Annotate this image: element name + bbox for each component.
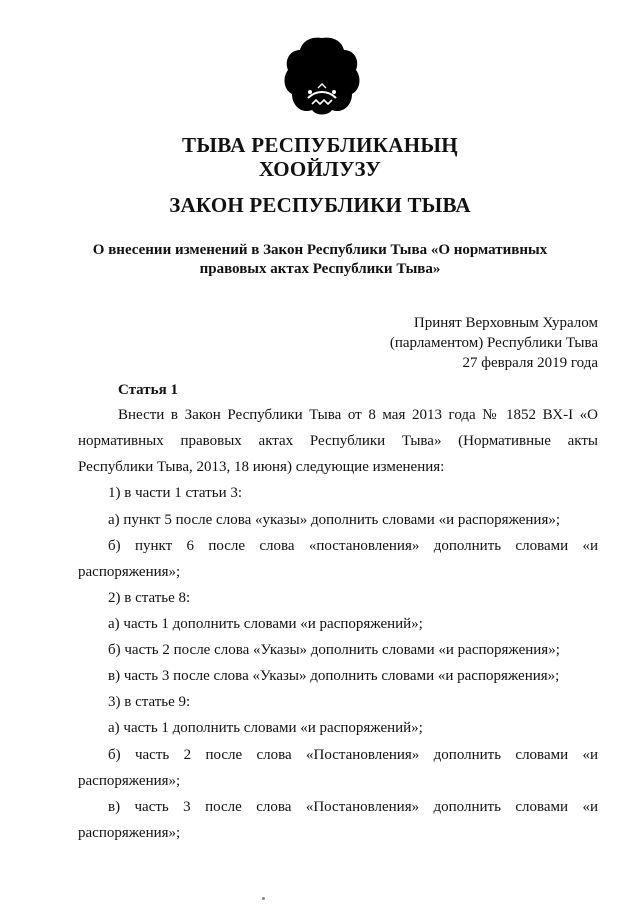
scan-speck (262, 897, 265, 900)
list-item-3c-line1: в) часть 3 после слова «Постановления» дополнить словами «и (108, 799, 598, 815)
list-item-1a: а) пункт 5 после слова «указы» дополнить словами «и распоряжения»; (108, 512, 561, 528)
intro-line2: нормативных правовых актах Республики Тыва» (Нормативные акты (78, 433, 598, 449)
intro-line3: Республики Тыва, 2013, 18 июня) следующие изменения: (78, 459, 445, 475)
list-item-1b-line1: б) пункт 6 после слова «постановления» дополнить словами «и (108, 538, 598, 554)
article-body (78, 0, 598, 905)
law-title: ЗАКОН РЕСПУБЛИКИ ТЫВА (169, 193, 471, 217)
list-item-1b-line2: распоряжения»; (78, 564, 181, 580)
intro-line1: Внести в Закон Республики Тыва от 8 мая 2013 года № 1852 ВХ-I «О (118, 407, 598, 423)
list-item-2: 2) в статье 8: (108, 590, 191, 606)
list-item-2b: б) часть 2 после слова «Указы» дополнить словами «и распоряжения»; (108, 642, 560, 658)
document-title-line2: ХООЙЛУЗУ (258, 157, 382, 181)
list-item-2a: а) часть 1 дополнить словами «и распоряжений»; (108, 616, 423, 632)
list-item-3b-line1: б) часть 2 после слова «Постановления» дополнить словами «и (108, 747, 598, 763)
list-item-3: 3) в статье 9: (108, 694, 191, 710)
list-item-3b-line2: распоряжения»; (78, 773, 181, 789)
list-item-1: 1) в части 1 статьи 3: (108, 485, 243, 501)
adoption-line2: (парламентом) Республики Тыва (389, 335, 598, 351)
article-heading: Статья 1 (118, 382, 178, 398)
document-title-line1: ТЫВА РЕСПУБЛИКАНЫҢ (182, 133, 458, 157)
list-item-3c-line2: распоряжения»; (78, 825, 181, 841)
list-item-3a: а) часть 1 дополнить словами «и распоряжений»; (108, 720, 423, 736)
law-subject-line2: правовых актах Республики Тыва» (199, 261, 441, 277)
adoption-line1: Принят Верховным Хуралом (413, 315, 598, 331)
adoption-date: 27 февраля 2019 года (462, 355, 598, 371)
list-item-2c: в) часть 3 после слова «Указы» дополнить словами «и распоряжения»; (108, 668, 560, 684)
law-subject-line1: О внесении изменений в Закон Республики Тыва «О нормативных (92, 242, 548, 258)
